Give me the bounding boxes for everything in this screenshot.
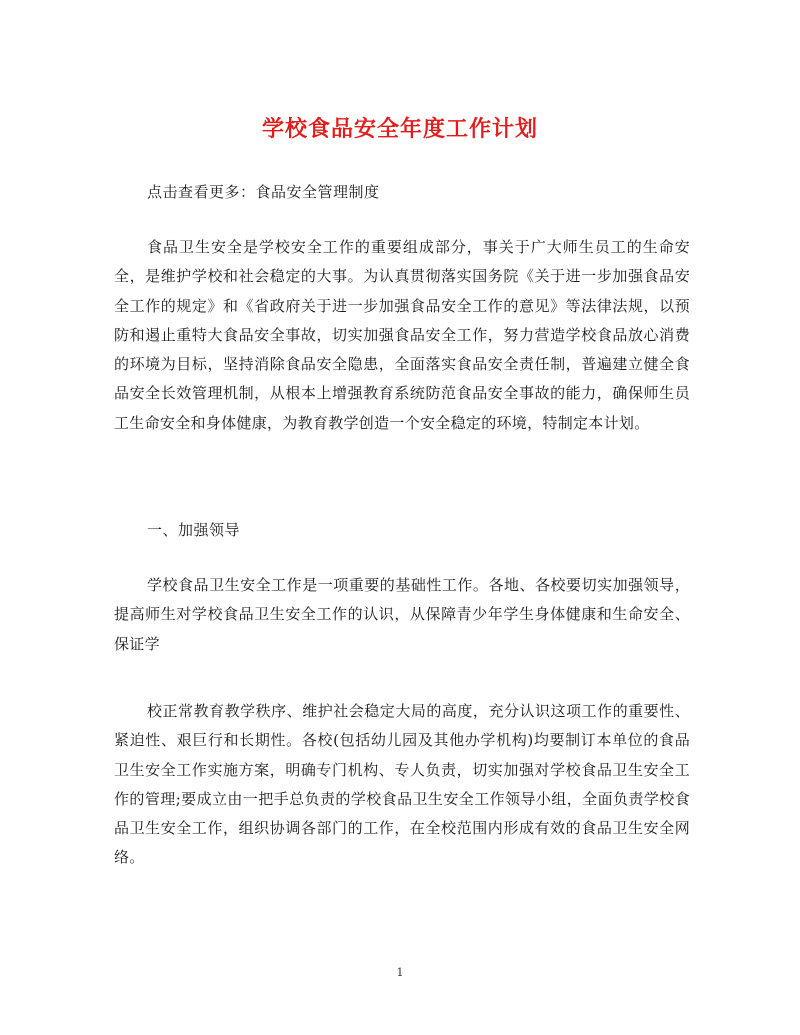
section-heading: 一、加强领导 bbox=[147, 521, 241, 539]
document-title: 学校食品安全年度工作计划 bbox=[261, 116, 538, 142]
paragraph-intro: 食品卫生安全是学校安全工作的重要组成部分，事关于广大师生员工的生命安全，是维护学校和社会稳定的大事。为认真贯彻落实国务院《关于进一步加强食品安全工作的规定》和《省政府关于进一步加强食品安全工作的意见》等法律法规，以预防和遏止重特大食品安全事故，切实加强食品安全工作，努力营造学校食品放心消费的环境为目标，坚持消除食品安全隐患，全面落实食品安全责任制，普遍建立健全食品安全长效管理机制，从根本上增强教育系统防范食品安全事故的能力，确保师生员工生命安全和身体健康，为教育教学创造一个安全稳定的环境，特制定本计划。 bbox=[114, 238, 690, 432]
paragraph-leadership: 学校食品卫生安全工作是一项重要的基础性工作。各地、各校要切实加强领导，提高师生对学校食品卫生安全工作的认识，从保障青少年学生身体健康和生命安全、保证学 bbox=[114, 576, 690, 653]
more-link[interactable]: 点击查看更多：食品安全管理制度 bbox=[147, 183, 380, 201]
paragraph-management: 校正常教育教学秩序、维护社会稳定大局的高度，充分认识这项工作的重要性、紧迫性、艰巨行和长期性。各校(包括幼儿园及其他办学机构)均要制订本单位的食品卫生安全工作实施方案，明确专门机构、专人负责，切实加强对学校食品卫生安全工作的管理;要成立由一把手总负责的学校食品卫生安全工作领导小组，全面负责学校食品卫生安全工作，组织协调各部门的工作，在全校范围内形成有效的食品卫生安全网络。 bbox=[114, 702, 690, 867]
page-number: 1 bbox=[396, 966, 404, 979]
